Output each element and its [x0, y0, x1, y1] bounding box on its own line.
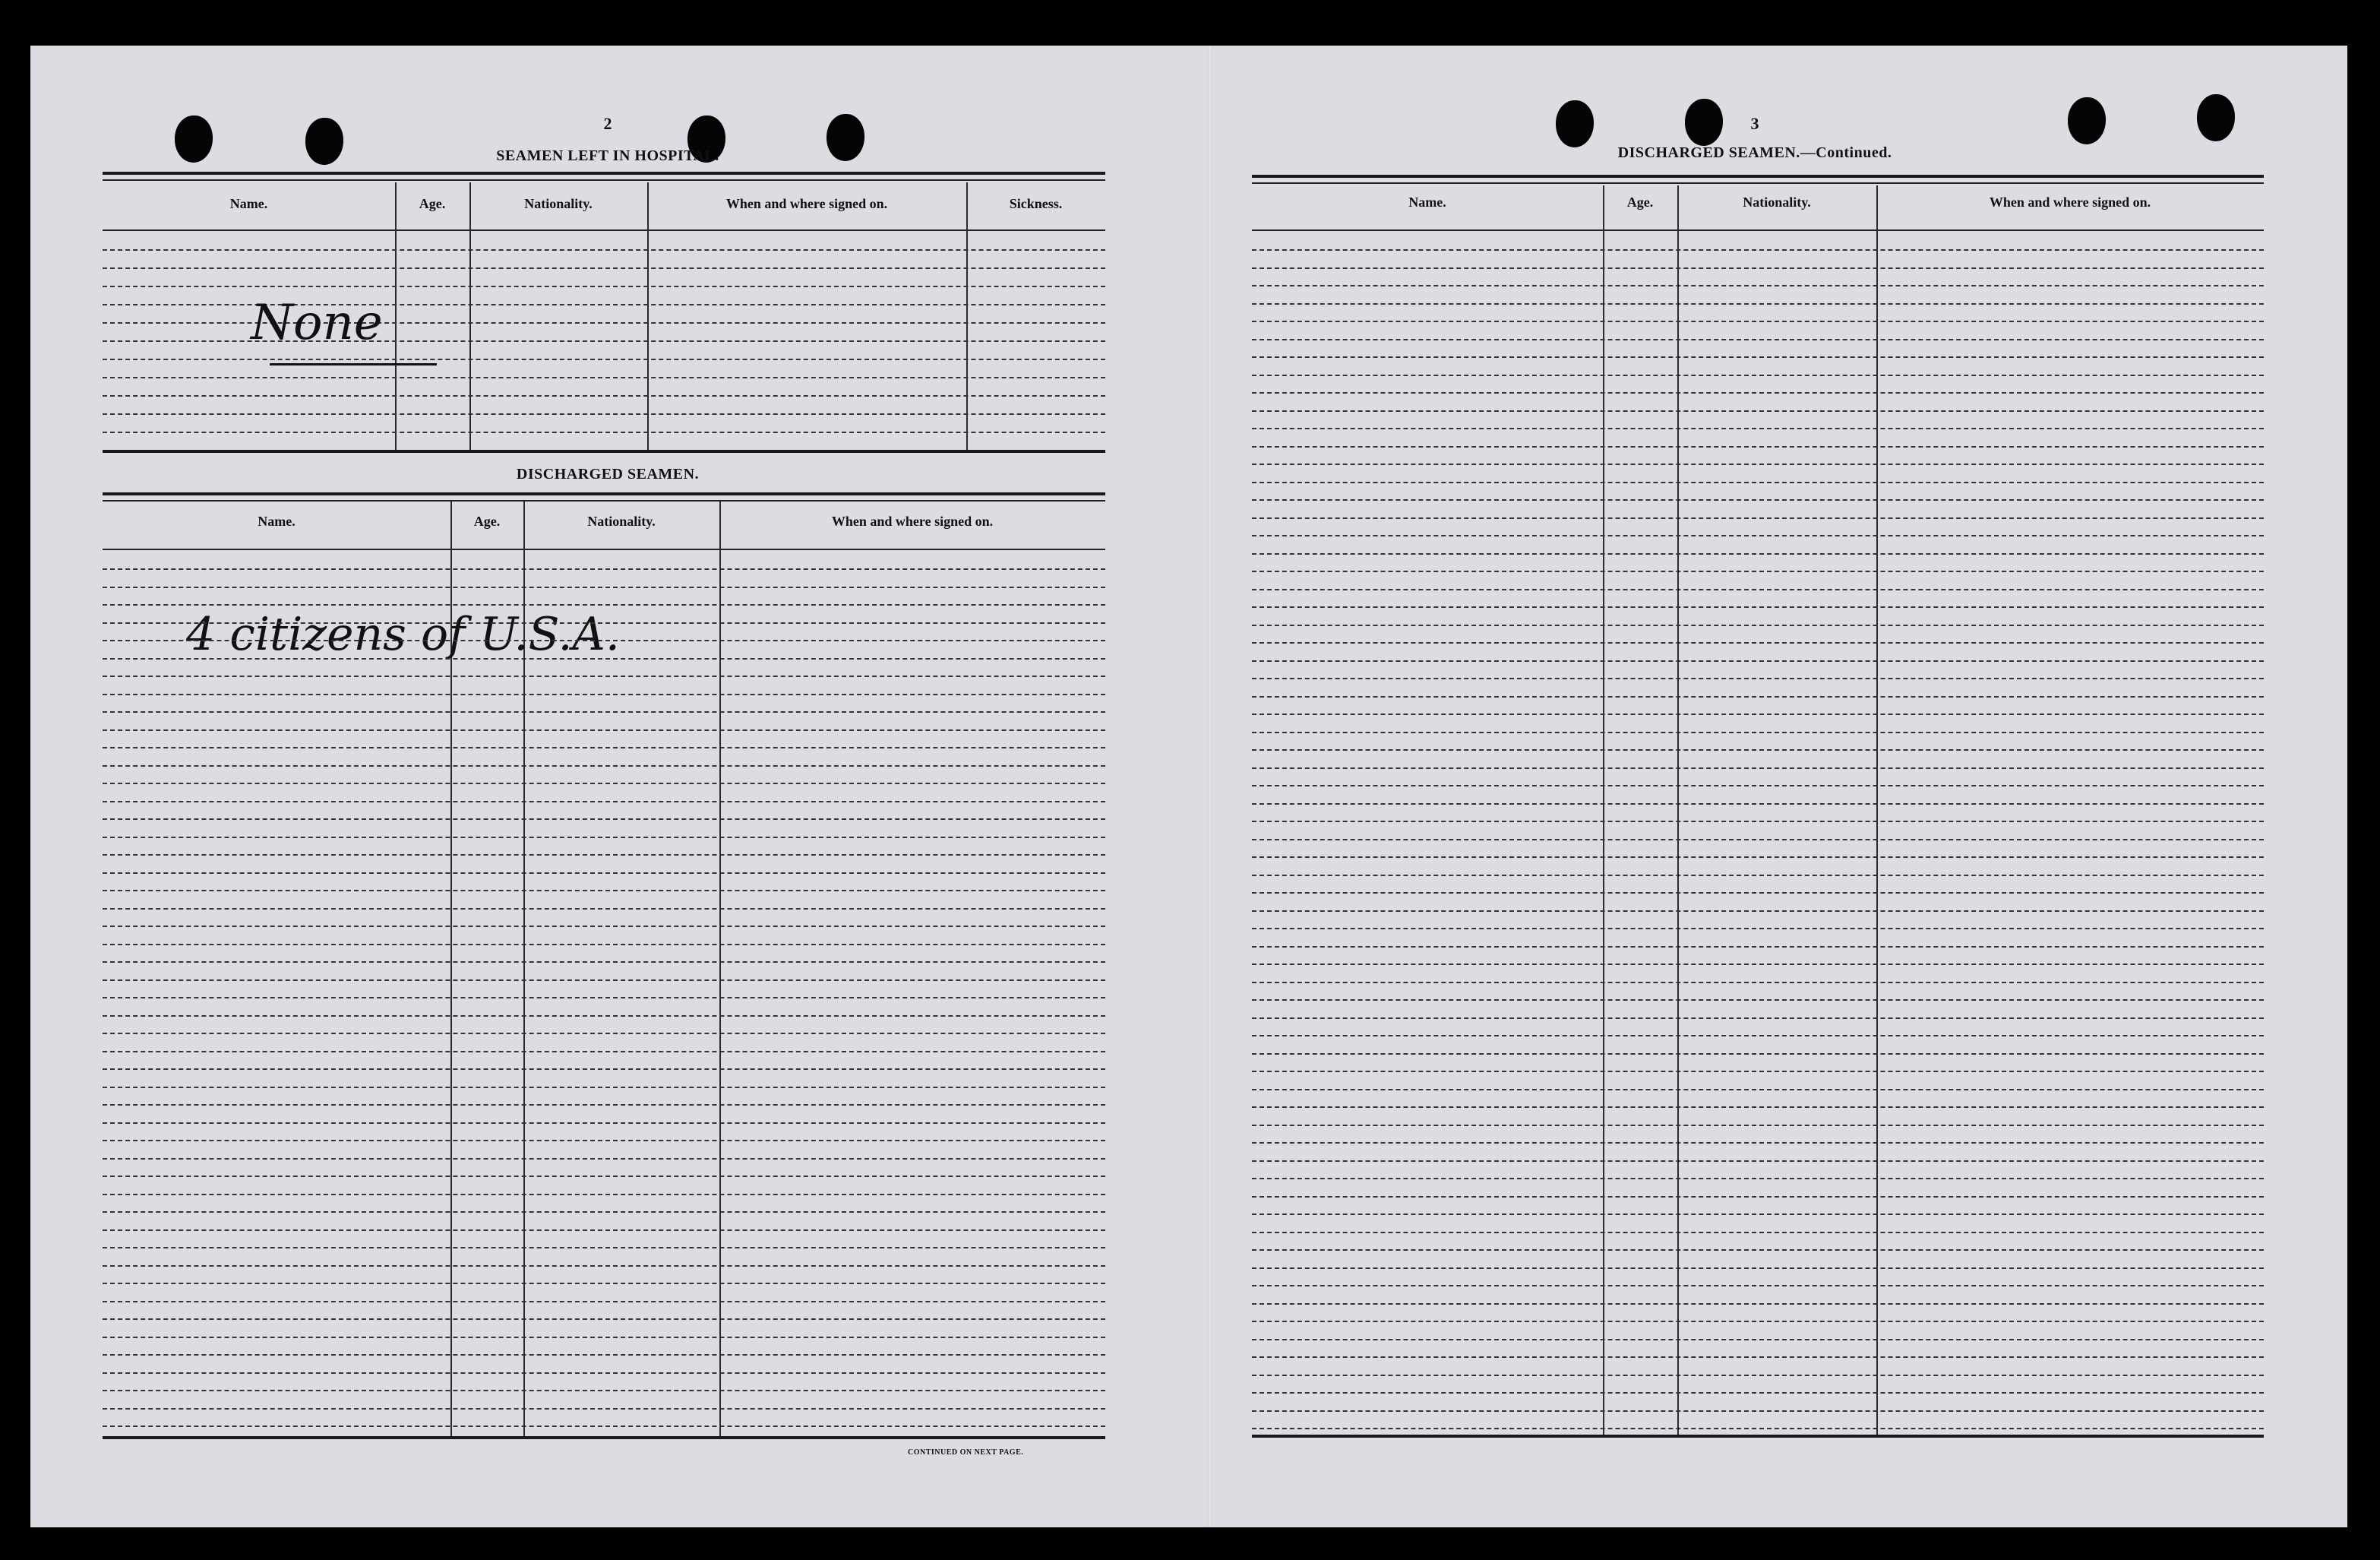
col-header-nationality: Nationality.	[587, 514, 656, 529]
entry-row	[1252, 553, 2264, 555]
entry-row	[103, 765, 1105, 767]
entry-row	[103, 1194, 1105, 1195]
entry-row	[1252, 946, 2264, 948]
entry-row	[1252, 1392, 2264, 1394]
bottom-rule	[103, 1436, 1105, 1439]
entry-row	[1252, 1196, 2264, 1198]
entry-row	[103, 926, 1105, 927]
entry-row	[103, 1051, 1105, 1052]
entry-row	[103, 1158, 1105, 1160]
entry-row	[103, 1104, 1105, 1106]
entry-row	[103, 1426, 1105, 1427]
col-header-sickness: Sickness.	[1009, 196, 1063, 211]
entry-row	[103, 1247, 1105, 1248]
entry-row	[1252, 767, 2264, 769]
top-rule	[103, 172, 1105, 175]
col-header-signed-on: When and where signed on.	[725, 196, 888, 211]
entry-row	[103, 658, 1105, 660]
entry-row	[103, 801, 1105, 802]
handwritten-discharged-entry: 4 citizens of U.S.A.	[186, 608, 620, 661]
entry-row	[103, 711, 1105, 713]
entry-row	[103, 872, 1105, 874]
entry-row	[1252, 1142, 2264, 1144]
entry-row	[1252, 732, 2264, 733]
entry-row	[103, 1140, 1105, 1141]
entry-row	[103, 359, 1105, 360]
entry-row	[103, 1390, 1105, 1391]
entry-row	[1252, 356, 2264, 358]
entry-row	[1252, 892, 2264, 894]
entry-row	[1252, 267, 2264, 269]
entry-row	[1252, 1125, 2264, 1126]
entry-row	[1252, 678, 2264, 679]
hospital-section-title: SEAMEN LEFT IN HOSPITAL.	[496, 147, 719, 164]
col-header-nationality: Nationality.	[524, 196, 593, 211]
header-underline	[103, 229, 1105, 231]
entry-row	[103, 890, 1105, 891]
entry-row	[1252, 464, 2264, 465]
entry-row	[103, 286, 1105, 287]
page-number-right: 3	[1750, 114, 1759, 133]
header-underline	[103, 549, 1105, 550]
top-rule-thin	[103, 179, 1105, 181]
col-header-age: Age.	[1626, 195, 1654, 210]
entry-row	[103, 1122, 1105, 1124]
entry-row	[1252, 660, 2264, 662]
entry-row	[103, 568, 1105, 570]
entry-row	[1252, 1267, 2264, 1269]
top-rule	[1252, 175, 2264, 178]
col-header-age: Age.	[419, 196, 446, 211]
entry-row	[1252, 875, 2264, 876]
entry-row	[103, 694, 1105, 695]
entry-row	[1252, 482, 2264, 483]
punch-hole	[305, 118, 343, 165]
entry-row	[1252, 571, 2264, 572]
entry-row	[1252, 999, 2264, 1001]
entry-row	[1252, 428, 2264, 429]
entry-row	[103, 1301, 1105, 1302]
entry-row	[103, 267, 1105, 269]
entry-row	[1252, 821, 2264, 822]
col-header-nationality: Nationality.	[1743, 195, 1811, 210]
entry-row	[103, 1408, 1105, 1410]
entry-row	[1252, 642, 2264, 644]
col-header-name: Name.	[258, 514, 296, 529]
entry-row	[1252, 1160, 2264, 1162]
punch-hole	[175, 115, 213, 163]
entry-row	[1252, 606, 2264, 608]
entry-row	[1252, 535, 2264, 536]
entry-row	[103, 1068, 1105, 1070]
entry-row	[1252, 375, 2264, 376]
entry-row	[103, 604, 1105, 606]
entry-row	[1252, 1035, 2264, 1036]
punch-hole	[2068, 97, 2106, 144]
entry-row	[1252, 517, 2264, 519]
entry-row	[103, 961, 1105, 963]
entry-row	[1252, 910, 2264, 912]
entry-row	[1252, 625, 2264, 626]
entry-row	[1252, 1339, 2264, 1340]
bottom-rule	[1252, 1435, 2264, 1438]
page-number-left: 2	[603, 114, 612, 133]
entry-row	[1252, 303, 2264, 305]
entry-row	[103, 1354, 1105, 1356]
entry-row	[1252, 928, 2264, 929]
entry-row	[103, 747, 1105, 748]
entry-row	[1252, 1017, 2264, 1019]
entry-row	[1252, 749, 2264, 751]
entry-row	[1252, 964, 2264, 965]
entry-row	[103, 1283, 1105, 1284]
section-rule	[103, 492, 1105, 495]
entry-row	[1252, 1356, 2264, 1358]
entry-row	[103, 944, 1105, 945]
entry-row	[1252, 1321, 2264, 1322]
entry-row	[103, 249, 1105, 251]
handwritten-underline	[270, 363, 437, 365]
entry-row	[1252, 1249, 2264, 1251]
column-divider	[469, 182, 471, 450]
entry-row	[103, 1372, 1105, 1374]
entry-row	[103, 1033, 1105, 1034]
entry-row	[103, 908, 1105, 910]
entry-row	[1252, 785, 2264, 786]
entry-row	[1252, 1214, 2264, 1215]
entry-row	[103, 1265, 1105, 1267]
col-header-signed-on: When and where signed on.	[831, 514, 994, 529]
punch-hole	[1556, 100, 1594, 147]
entry-row	[1252, 1178, 2264, 1179]
entry-row	[103, 676, 1105, 677]
entry-row	[1252, 1410, 2264, 1412]
entry-row	[1252, 696, 2264, 698]
entry-row	[103, 640, 1105, 641]
entry-row	[1252, 1071, 2264, 1072]
entry-row	[1252, 803, 2264, 805]
entry-row	[103, 1176, 1105, 1177]
col-header-name: Name.	[1408, 195, 1446, 210]
discharged-section-title: DISCHARGED SEAMEN.	[516, 466, 700, 483]
punch-hole	[827, 114, 864, 161]
col-header-name: Name.	[229, 196, 268, 211]
entry-row	[1252, 1303, 2264, 1305]
entry-row	[1252, 1375, 2264, 1376]
punch-hole	[1685, 99, 1723, 146]
entry-row	[103, 979, 1105, 981]
column-divider	[719, 502, 721, 1436]
entry-row	[1252, 339, 2264, 340]
entry-row	[1252, 856, 2264, 858]
entry-row	[1252, 1053, 2264, 1055]
entry-row	[1252, 1106, 2264, 1108]
entry-row	[103, 395, 1105, 397]
entry-row	[103, 587, 1105, 588]
entry-row	[1252, 499, 2264, 501]
handwritten-none: None	[251, 295, 383, 351]
entry-row	[103, 783, 1105, 784]
entry-row	[103, 1015, 1105, 1017]
section-rule	[103, 450, 1105, 453]
entry-row	[103, 1087, 1105, 1088]
entry-row	[103, 432, 1105, 433]
section-rule-thin	[103, 500, 1105, 502]
column-divider	[1677, 185, 1679, 1435]
entry-row	[103, 837, 1105, 838]
column-divider	[395, 182, 397, 450]
punch-hole	[2197, 94, 2235, 141]
entry-row	[1252, 714, 2264, 715]
column-divider	[1876, 185, 1878, 1435]
entry-row	[1252, 982, 2264, 983]
entry-row	[103, 1318, 1105, 1320]
entry-row	[1252, 410, 2264, 412]
column-divider	[647, 182, 649, 450]
entry-row	[1252, 839, 2264, 840]
header-underline	[1252, 229, 2264, 231]
col-header-age: Age.	[473, 514, 501, 529]
entry-row	[1252, 249, 2264, 251]
entry-row	[1252, 1232, 2264, 1233]
entry-row	[1252, 285, 2264, 286]
entry-row	[103, 1337, 1105, 1338]
entry-row	[1252, 446, 2264, 448]
continued-note: CONTINUED ON NEXT PAGE.	[908, 1448, 1024, 1457]
column-divider	[1603, 185, 1604, 1435]
entry-row	[1252, 321, 2264, 322]
entry-row	[103, 1229, 1105, 1231]
entry-row	[1252, 1428, 2264, 1429]
col-header-signed-on: When and where signed on.	[1989, 195, 2151, 210]
entry-row	[103, 377, 1105, 378]
column-divider	[966, 182, 968, 450]
entry-row	[103, 1211, 1105, 1213]
page-fold	[1208, 46, 1212, 1527]
entry-row	[103, 413, 1105, 415]
entry-row	[103, 818, 1105, 820]
entry-row	[1252, 589, 2264, 590]
entry-row	[103, 854, 1105, 856]
right-page-title: DISCHARGED SEAMEN.—Continued.	[1617, 144, 1892, 161]
entry-row	[1252, 1285, 2264, 1286]
entry-row	[103, 997, 1105, 998]
entry-row	[1252, 392, 2264, 394]
top-rule-thin	[1252, 182, 2264, 184]
entry-row	[103, 729, 1105, 731]
entry-row	[103, 622, 1105, 624]
entry-row	[1252, 1089, 2264, 1090]
